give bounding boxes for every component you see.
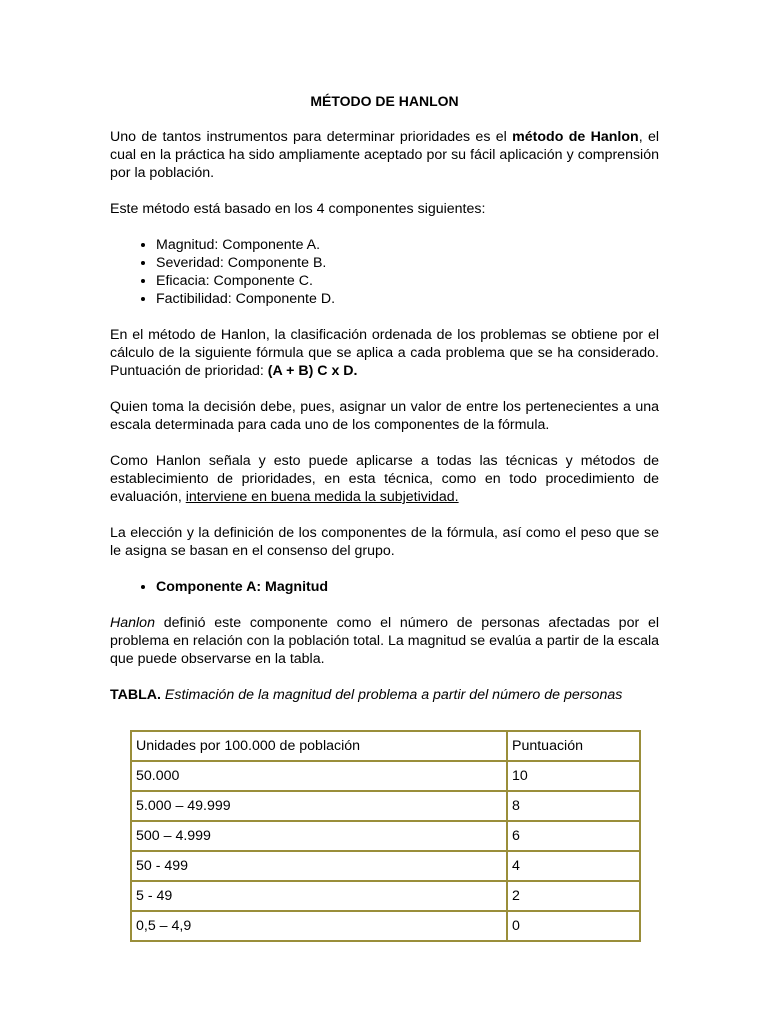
table-caption: [110, 686, 659, 704]
table-row: [131, 821, 640, 851]
header-cell-score: Puntuación: [507, 731, 640, 761]
paragraph-intro: [110, 128, 659, 182]
table-row: [131, 791, 640, 821]
components-list: [110, 236, 659, 308]
paragraph-subjectivity: [110, 452, 659, 506]
paragraph-formula: [110, 326, 659, 380]
table-cell: 0: [507, 911, 640, 941]
caption-text: Estimación de la magnitud del problema a partir del número de personas: [160, 687, 623, 703]
table-cell: 2: [507, 881, 640, 911]
table-row: [131, 761, 640, 791]
document-title: MÉTODO DE HANLON: [310, 93, 459, 109]
table-header-row: [131, 731, 640, 761]
list-item: • Eficacia: Componente C.: [156, 272, 659, 290]
section-list: [110, 578, 659, 596]
paragraph-decision: Quien toma la decisión debe, pues, asignar un valor de entre los pertenecientes a una escala determinada para cada uno de los componentes de la fórmula.: [110, 399, 659, 433]
formula: (A + B) C x D.: [267, 363, 358, 379]
header-cell-units: Unidades por 100.000 de población: [131, 731, 507, 761]
table-cell: 50.000: [131, 761, 507, 791]
intro-text-end: , el cual en la práctica ha sido ampliamente aceptado por su fácil aplicación y comprensión por la población.: [110, 129, 660, 181]
intro-text: Uno de tantos instrumentos para determinar prioridades es el: [110, 129, 513, 145]
paragraph-consensus: La elección y la definición de los componentes de la fórmula, así como el peso que se le asigna se basan en el consenso del grupo.: [110, 525, 659, 559]
table-row: [131, 911, 640, 941]
magnitude-table: [130, 730, 641, 942]
intro-bold-method: método de Hanlon: [512, 129, 639, 145]
caption-label: TABLA.: [110, 687, 161, 703]
section-heading-text: Componente A: Magnitud: [156, 579, 329, 595]
table-cell: 0,5 – 4,9: [131, 911, 507, 941]
table-cell: 8: [507, 791, 640, 821]
magnitude-text: definió este componente como el número de personas afectadas por el problema en relación con la población total. La magnitud se evalúa a partir de la escala que puede observarse en la tabla.: [110, 615, 659, 667]
section-heading-component-a: [156, 578, 659, 596]
hanlon-italic: Hanlon: [110, 615, 155, 631]
list-item: • Magnitud: Componente A.: [156, 236, 659, 254]
subjectivity-text: Como Hanlon señala y esto puede aplicarse a todas las técnicas y métodos de establecimiento de prioridades, en esta técnica, como en todo procedimiento de evaluación,: [110, 453, 659, 505]
formula-text: En el método de Hanlon, la clasificación ordenada de los problemas se obtiene por el cálculo de la siguiente fórmula que se aplica a cada problema que se ha considerado. Puntuación de prioridad:: [110, 327, 659, 379]
list-item: • Severidad: Componente B.: [156, 254, 659, 272]
table-cell: 5 - 49: [131, 881, 507, 911]
paragraph-components-intro: Este método está basado en los 4 componentes siguientes:: [110, 201, 486, 217]
table-cell: 4: [507, 851, 640, 881]
list-item: • Factibilidad: Componente D.: [156, 290, 659, 308]
table-cell: 50 - 499: [131, 851, 507, 881]
paragraph-magnitude: [110, 614, 659, 668]
table-cell: 6: [507, 821, 640, 851]
table-row: [131, 881, 640, 911]
subjectivity-underlined: interviene en buena medida la subjetividad.: [185, 489, 459, 505]
table-row: [131, 851, 640, 881]
table-cell: 10: [507, 761, 640, 791]
document-content: [110, 92, 659, 942]
table-cell: 5.000 – 49.999: [131, 791, 507, 821]
table-cell: 500 – 4.999: [131, 821, 507, 851]
